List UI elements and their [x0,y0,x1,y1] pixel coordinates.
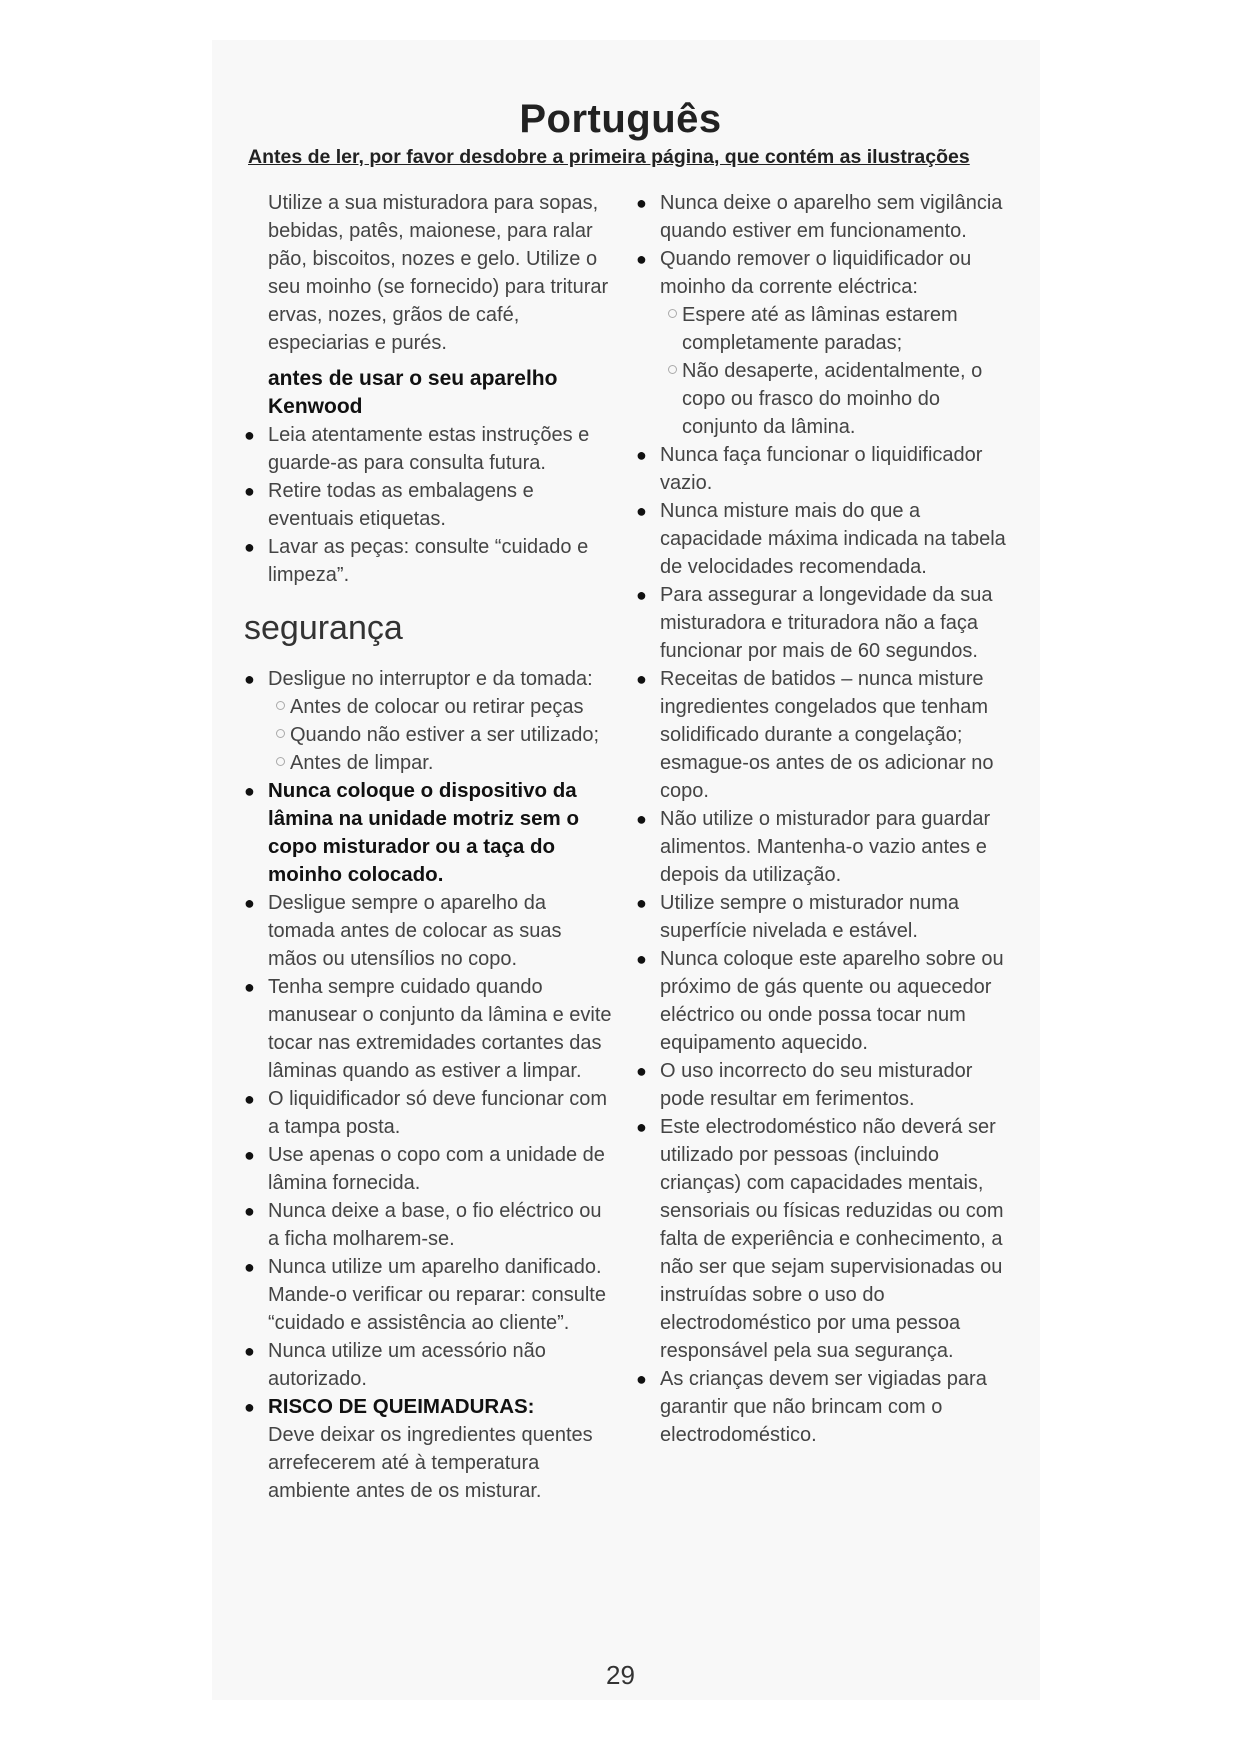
sub-list-item: Quando não estiver a ser utilizado; [268,721,614,749]
bullet-icon: ● [636,445,647,465]
page-subtitle: Antes de ler, por favor desdobre a primeira página, que contém as ilustrações [248,146,970,168]
list-item: ● O liquidificador só deve funcionar com a tampa posta. [244,1088,608,1138]
bullet-icon: ● [636,669,647,689]
bullet-icon: ● [244,1145,255,1165]
intro-paragraph: Utilize a sua misturadora para sopas, bebidas, patês, maionese, para ralar pão, biscoitos, nozes e gelo. Utilize o seu moinho (se fornecido) para triturar ervas, nozes, grãos de café, especiarias e purés. [268,192,609,354]
bullet-icon: ● [636,501,647,521]
bullet-icon: ● [244,893,255,913]
list-item: ● Nunca faça funcionar o liquidificador vazio. [636,444,983,494]
list-item: ● Nunca deixe o aparelho sem vigilância quando estiver em funcionamento. [636,192,1003,242]
list-item: ● Quando remover o liquidificador ou moinho da corrente eléctrica: Espere até as lâminas estarem completamente paradas; Não desaperte, acidentalmente, o copo ou frasco do moinho do conjunto da lâmina. [636,245,1008,441]
sub-list [268,693,614,777]
list-item: ● Utilize sempre o misturador numa superfície nivelada e estável. [636,892,959,942]
circle-bullet-icon [276,729,285,738]
bullet-icon: ● [244,1341,255,1361]
bullet-icon: ● [244,537,255,557]
list-item: ● As crianças devem ser vigiadas para garantir que não brincam com o electrodoméstico. [636,1368,987,1446]
list-item: ● Nunca utilize um aparelho danificado. Mande-o verificar ou reparar: consulte “cuidado e assistência ao cliente”. [244,1256,606,1334]
list-item-warning: ● Nunca coloque o dispositivo da lâmina na unidade motriz sem o copo misturador ou a taça do moinho colocado. [244,779,579,886]
list-item: ● Leia atentamente estas instruções e guarde-as para consulta futura. [244,424,590,474]
bullet-icon: ● [636,809,647,829]
safety-list-right [636,189,1008,1449]
bullet-icon: ● [636,1117,647,1137]
safety-heading: segurança [244,609,403,647]
list-item: ● Não utilize o misturador para guardar alimentos. Mantenha-o vazio antes e depois da utilização. [636,808,991,886]
list-item: ● Tenha sempre cuidado quando manusear o conjunto da lâmina e evite tocar nas extremidades cortantes das lâminas quando as estiver a limpar. [244,976,612,1082]
safety-list-left [244,665,614,1505]
sub-list-item: Não desaperte, acidentalmente, o copo ou frasco do moinho do conjunto da lâmina. [660,357,1008,441]
bullet-icon: ● [636,585,647,605]
list-item: ● O uso incorrecto do seu misturador pode resultar em ferimentos. [636,1060,973,1110]
left-column [244,189,614,1505]
circle-bullet-icon [276,701,285,710]
bullet-icon: ● [244,1257,255,1277]
bullet-icon: ● [244,1089,255,1109]
list-item: ● Desligue sempre o aparelho da tomada antes de colocar as suas mãos ou utensílios no copo. [244,892,562,970]
circle-bullet-icon [276,757,285,766]
bullet-icon: ● [636,893,647,913]
page-number: 29 [606,1660,635,1690]
before-use-list [244,421,614,589]
page-title: Português [519,96,722,141]
bullet-icon: ● [244,1397,255,1417]
bullet-icon: ● [636,249,647,269]
bullet-icon: ● [636,1369,647,1389]
sub-list [660,301,1008,441]
list-item: ● Nunca misture mais do que a capacidade máxima indicada na tabela de velocidades recomendada. [636,500,1006,578]
bullet-icon: ● [244,781,255,801]
bullet-icon: ● [244,1201,255,1221]
bullet-icon: ● [244,481,255,501]
list-item: ● Nunca deixe a base, o fio eléctrico ou a ficha molharem-se. [244,1200,602,1250]
bullet-icon: ● [636,193,647,213]
sub-list-item: Antes de colocar ou retirar peças [268,693,614,721]
list-item-burn-risk: ● RISCO DE QUEIMADURAS: Deve deixar os ingredientes quentes arrefecerem até à temperatura ambiente antes de os misturar. [244,1395,593,1502]
bullet-icon: ● [244,669,255,689]
list-item: ● Lavar as peças: consulte “cuidado e limpeza”. [244,536,589,586]
list-item: ● Para assegurar a longevidade da sua misturadora e trituradora não a faça funcionar por mais de 60 segundos. [636,584,993,662]
before-use-heading: antes de usar o seu aparelho Kenwood [268,367,558,418]
list-item: ● Use apenas o copo com a unidade de lâmina fornecida. [244,1144,605,1194]
bullet-icon: ● [244,977,255,997]
bullet-icon: ● [636,1061,647,1081]
sub-list-item: Antes de limpar. [268,749,614,777]
circle-bullet-icon [668,365,677,374]
list-item: ● Retire todas as embalagens e eventuais etiquetas. [244,480,534,530]
circle-bullet-icon [668,309,677,318]
list-item: ● Nunca coloque este aparelho sobre ou próximo de gás quente ou aquecedor eléctrico ou onde possa tocar num equipamento aquecido. [636,948,1004,1054]
sub-list-item: Espere até as lâminas estarem completamente paradas; [660,301,1008,357]
list-item: ● Este electrodoméstico não deverá ser utilizado por pessoas (incluindo crianças) com capacidades mentais, sensoriais ou físicas reduzidas ou com falta de experiência e conhecimento, a não ser que sejam supervisionadas ou instruídas sobre o uso do electrodoméstico por uma pessoa responsável pela sua segurança. [636,1116,1004,1362]
right-column [636,189,1008,1449]
list-item: ● Nunca utilize um acessório não autorizado. [244,1340,546,1390]
bullet-icon: ● [636,949,647,969]
list-item: ● Desligue no interruptor e da tomada: Antes de colocar ou retirar peças Quando não estiver a ser utilizado; Antes de limpar. [244,665,614,777]
bullet-icon: ● [244,425,255,445]
list-item: ● Receitas de batidos – nunca misture ingredientes congelados que tenham solidificado durante a congelação; esmague-os antes de os adicionar no copo. [636,668,994,802]
